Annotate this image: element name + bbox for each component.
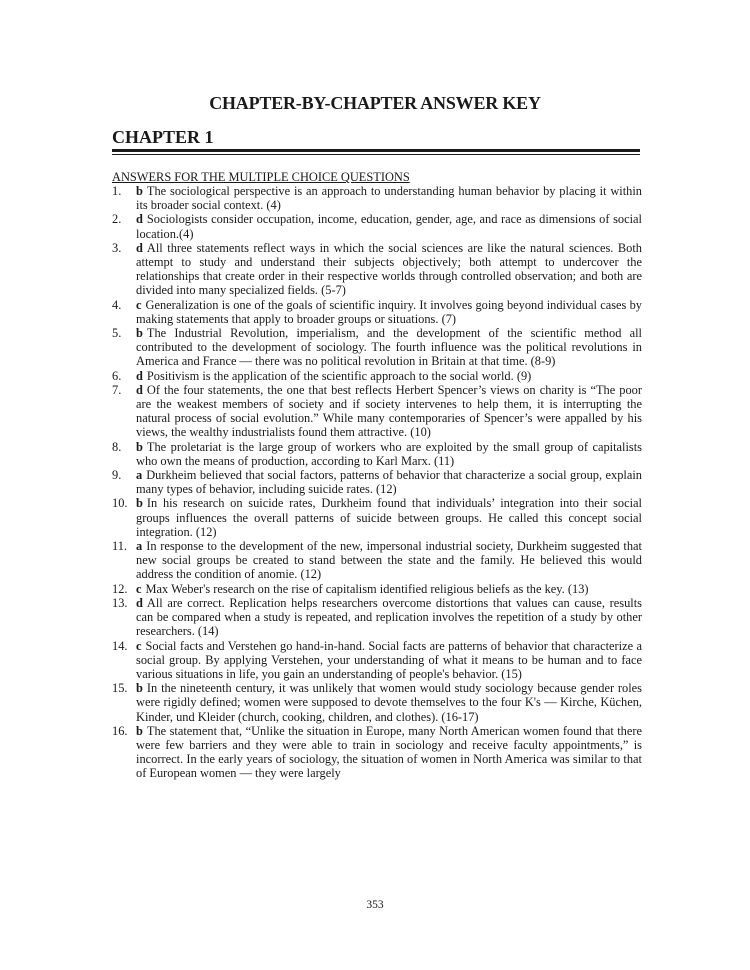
answer-item: [112, 369, 642, 383]
answer-number: 14.: [112, 638, 128, 653]
answer-number: 1.: [112, 184, 122, 198]
answer-item: [112, 468, 642, 496]
chapter-heading: CHAPTER 1: [112, 127, 214, 147]
answer-text: All are correct. Replication helps researchers overcome distortions that values can cause, results can be compared when a study is repeated, and replication involves the repetition of a study by other researchers. (14): [136, 595, 642, 639]
answer-letter: c: [136, 638, 142, 653]
answer-number: 7.: [112, 382, 122, 397]
answer-number: 8.: [112, 439, 122, 454]
answer-text: Durkheim believed that social factors, patterns of behavior that characterize a social group, explain many types of behavior, including suicide rates. (12): [136, 468, 642, 497]
page-title: CHAPTER-BY-CHAPTER ANSWER KEY: [209, 93, 541, 113]
answer-letter: b: [136, 326, 143, 341]
answer-letter: b: [136, 681, 143, 696]
answer-item: [112, 440, 642, 468]
answer-item: [112, 383, 642, 440]
answer-text: All three statements reflect ways in which the social sciences are like the natural sciences. Both attempt to study and understand their subjects objectively; both attempt to undercover the relationships that create order in their respective worlds through controlled observation; and both are divided into many specialized fields. (5-7): [136, 240, 642, 298]
answer-number: 11.: [112, 539, 128, 554]
answer-number: 2.: [112, 212, 122, 227]
answer-letter: d: [136, 382, 143, 397]
answer-number: 16.: [112, 723, 128, 738]
answer-item: [112, 184, 642, 212]
answer-text: The statement that, “Unlike the situation in Europe, many North American women found that there were few barriers and they were able to train in sociology and receive faculty appointments,” is incorrect. In the early years of sociology, the situation of women in North America was similar to that of European women — they were largely: [136, 723, 642, 781]
answer-letter: b: [136, 723, 143, 738]
answer-letter: b: [136, 184, 143, 198]
answer-letter: a: [136, 539, 143, 554]
answer-text: The Industrial Revolution, imperialism, and the development of the scientific method all contributed to the development of sociology. The fourth influence was the political revolutions in America and France — there was no political revolution in Britain at that time. (8-9): [136, 326, 642, 369]
answer-item: [112, 539, 642, 582]
answer-item: [112, 724, 642, 781]
answer-text: In response to the development of the new, impersonal industrial society, Durkheim suggested that new social groups be created to stand between the state and the family. He believed this would address the condition of anomie. (12): [136, 539, 642, 582]
answer-number: 6.: [112, 368, 122, 383]
answer-letter: b: [136, 496, 143, 511]
answer-letter: b: [136, 439, 143, 454]
answer-item: [112, 326, 642, 369]
answer-text: In the nineteenth century, it was unlikely that women would study sociology because gender roles were rigidly defined; women were supposed to devote themselves to the four K's — Kirche, Küchen, Kinder, und Kleider (church, cooking, children, and clothes). (16-17): [136, 681, 642, 724]
answer-text: Generalization is one of the goals of scientific inquiry. It involves going beyond individual cases by making statements that apply to broader groups or situations. (7): [136, 297, 642, 326]
answer-item: [112, 298, 642, 326]
answer-list: [112, 184, 642, 781]
answer-letter: c: [136, 581, 142, 596]
page-number: 353: [366, 899, 384, 911]
answer-text: The proletariat is the large group of workers who are exploited by the small group of capitalists who own the means of production, according to Karl Marx. (11): [136, 439, 642, 468]
answer-text: Of the four statements, the one that best reflects Herbert Spencer’s views on charity is “The poor are the weakest members of society and if society intervenes to help them, it is interrupting the natural process of social evolution.” While many contemporaries of Spencer’s were appalled by his views, the wealthy industrialists found them attractive. (10): [136, 382, 642, 440]
heading-rule-thin: [112, 154, 640, 155]
answer-text: Social facts and Verstehen go hand-in-hand. Social facts are patterns of behavior that characterize a social group. By applying Verstehen, your understanding of what it means to be human and to face various situations in life, you gain an understanding of people's behavior. (15): [136, 638, 642, 681]
answer-number: 5.: [112, 326, 122, 341]
answer-item: [112, 212, 642, 240]
answer-text: Positivism is the application of the scientific approach to the social world. (9): [146, 368, 532, 383]
answer-number: 13.: [112, 595, 128, 610]
answer-item: [112, 582, 642, 596]
answer-number: 10.: [112, 496, 128, 511]
heading-rule-thick: [112, 149, 640, 152]
answer-number: 12.: [112, 581, 128, 596]
answer-number: 15.: [112, 681, 128, 696]
answer-item: [112, 241, 642, 298]
answer-text: Sociologists consider occupation, income, education, gender, age, and race as dimensions of social location.(4): [136, 212, 642, 241]
answer-item: [112, 596, 642, 639]
answer-letter: d: [136, 240, 143, 255]
answer-number: 9.: [112, 468, 122, 483]
answer-item: [112, 639, 642, 682]
answer-letter: d: [136, 595, 143, 610]
answer-letter: c: [136, 297, 142, 312]
answer-text: In his research on suicide rates, Durkheim found that individuals’ integration into their social groups influences the overall patterns of suicide between groups. He called this concept social integration. (12): [136, 496, 642, 539]
section-heading: ANSWERS FOR THE MULTIPLE CHOICE QUESTIONS: [112, 170, 410, 184]
answer-text: The sociological perspective is an approach to understanding human behavior by placing it within its broader social context. (4): [136, 184, 642, 213]
answer-number: 3.: [112, 240, 122, 255]
answer-letter: a: [136, 468, 143, 483]
answer-letter: d: [136, 212, 143, 227]
answer-item: [112, 496, 642, 539]
answer-letter: d: [136, 368, 143, 383]
answer-number: 4.: [112, 297, 122, 312]
answer-text: Max Weber's research on the rise of capitalism identified religious beliefs as the key. (13): [145, 581, 589, 596]
answer-item: [112, 681, 642, 724]
